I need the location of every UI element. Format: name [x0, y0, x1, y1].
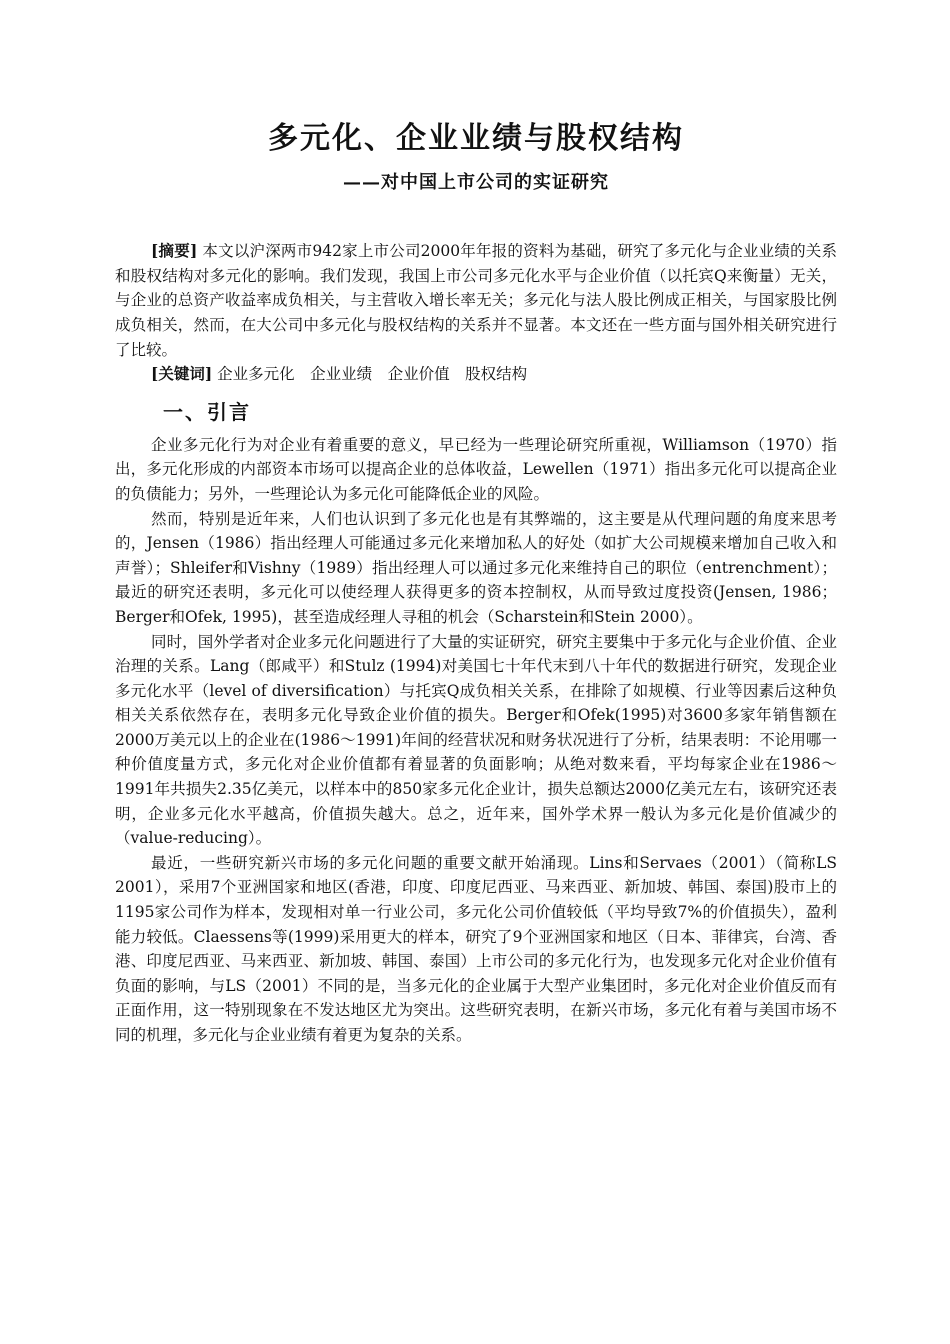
paper-title: 多元化、企业业绩与股权结构 — [268, 121, 684, 156]
section-heading: 一、引言 — [163, 399, 251, 424]
body-paragraph: 然而，特别是近年来，人们也认识到了多元化也是有其弊端的，这主要是从代理问题的角度来思考的，Jensen（1986）指出经理人可能通过多元化来增加私人的好处（如扩大公司规模来增加自己收入和声誉）；Shleifer和Vishny（1989）指出经理人可以通过多元化来维持自己的职位（entrenchment）；最近的研究还表明，多元化可以使经理人获得更多的资本控制权，从而导致过度投资(Jensen, 1986；Berger和Ofek, 1995)，甚至造成经理人寻租的机会（Scharstein和Stein 2000）。 — [115, 509, 837, 626]
keywords-paragraph — [115, 362, 837, 387]
keywords-text: 企业多元化 企业业绩 企业价值 股权结构 — [212, 365, 528, 384]
body-paragraph: 最近，一些研究新兴市场的多元化问题的重要文献开始涌现。Lins和Servaes（2001）（简称LS 2001），采用7个亚洲国家和地区(香港，印度、印度尼西亚、马来西亚、新加坡、韩国、泰国)股市上的1195家公司作为样本，发现相对单一行业公司，多元化公司价值较低（平均导致7%的价值损失），盈利能力较低。Claessens等(1999)采用更大的样本，研究了9个亚洲国家和地区（日本、菲律宾，台湾、香港、印度尼西亚、马来西亚、新加坡、韩国、泰国）上市公司的多元化行为，也发现多元化对企业价值有负面的影响，与LS（2001）不同的是，当多元化的企业属于大型产业集团时，多元化对企业价值反而有正面作用，这一特别现象在不发达地区尤为突出。这些研究表明，在新兴市场，多元化有着与美国市场不同的机理，多元化与企业业绩有着更为复杂的关系。 — [115, 853, 837, 1044]
body-paragraph: 同时，国外学者对企业多元化问题进行了大量的实证研究，研究主要集中于多元化与企业价值、企业治理的关系。Lang（郎咸平）和Stulz (1994)对美国七十年代末到八十年代的数据进行研究，发现企业多元化水平（level of diversification）与托宾Q成负相关关系，在排除了如规模、行业等因素后这种负相关关系依然存在，表明多元化导致企业价值的损失。Berger和Ofek(1995)对3600多家年销售额在2000万美元以上的企业在(1986～1991)年间的经营状况和财务状况进行了分析，结果表明：不论用哪一种价值度量方式，多元化对企业价值都有着显著的负面影响；从绝对数来看，平均每家企业在1986～1991年共损失2.35亿美元，以样本中的850家多元化企业计，损失总额达2000亿美元左右，该研究还表明，企业多元化水平越高，价值损失越大。总之，近年来，国外学术界一般认为多元化是价值减少的（value-reducing）。 — [115, 632, 837, 848]
paper-subtitle: ——对中国上市公司的实证研究 — [343, 172, 609, 193]
body-paragraph: 企业多元化行为对企业有着重要的意义，早已经为一些理论研究所重视，Williamson（1970）指出，多元化形成的内部资本市场可以提高企业的总体收益，Lewellen（1971）指出多元化可以提高企业的负债能力；另外，一些理论认为多元化可能降低企业的风险。 — [115, 435, 837, 503]
abstract-text: 本文以沪深两市942家上市公司2000年年报的资料为基础，研究了多元化与企业业绩的关系和股权结构对多元化的影响。我们发现，我国上市公司多元化水平与企业价值（以托宾Q来衡量）无关，与企业的总资产收益率成负相关，与主营收入增长率无关；多元化与法人股比例成正相关，与国家股比例成负相关，然而，在大公司中多元化与股权结构的关系并不显著。本文还在一些方面与国外相关研究进行了比较。 — [115, 242, 837, 359]
document-page — [115, 118, 837, 1048]
abstract-label: [摘要] — [151, 241, 198, 261]
abstract-paragraph — [115, 239, 837, 362]
keywords-label: [关键词] — [151, 364, 213, 384]
